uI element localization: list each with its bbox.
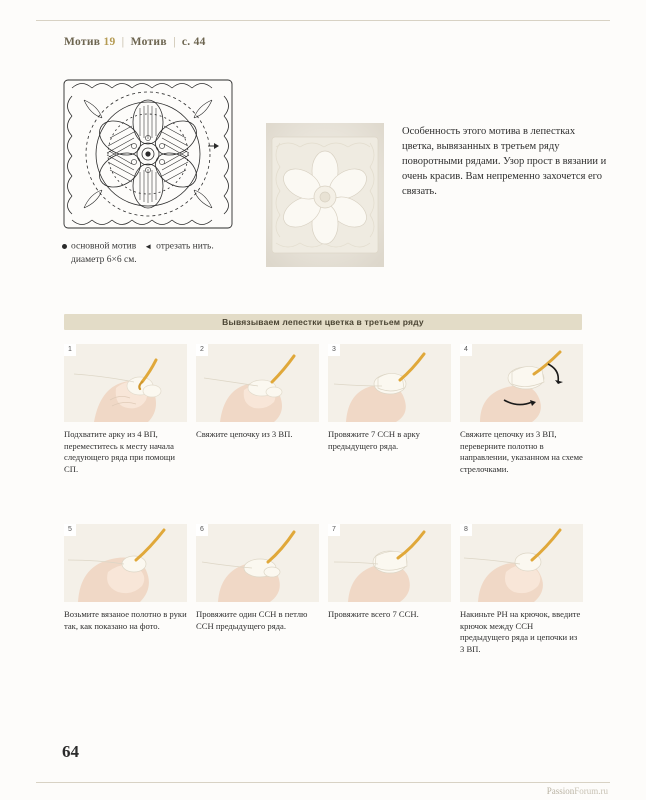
legend-row-symbols — [62, 240, 272, 254]
header-page-ref: с. 44 — [181, 36, 206, 48]
step-caption-6: Провяжите один ССН в петлю ССН предыдущего ряда. — [196, 609, 308, 631]
motif-photo — [266, 123, 384, 267]
top-divider — [36, 20, 610, 21]
step-number-4: 4 — [460, 344, 472, 356]
step-photo-svg-2 — [196, 344, 319, 422]
step-photo-svg-8 — [460, 524, 583, 602]
section-banner — [64, 314, 582, 330]
steps-row-2 — [64, 524, 582, 664]
step-photo-svg-1 — [64, 344, 187, 422]
header-separator-1: | — [121, 36, 125, 48]
legend-size-label: диаметр 6×6 см. — [71, 254, 137, 265]
bottom-divider — [36, 782, 610, 783]
step-photo-7 — [328, 524, 451, 602]
step-caption-8: Накиньте РН на крючок, введите крючок между ССН предыдущего ряда и цепочки из 3 ВП. — [460, 609, 581, 654]
step-photo-svg-4 — [460, 344, 583, 422]
step-photo-svg-5 — [64, 524, 187, 602]
watermark-part-2: Forum.ru — [574, 786, 608, 796]
step-number-3: 3 — [328, 344, 340, 356]
step-photo-3 — [328, 344, 451, 422]
motif-photo-svg — [266, 123, 384, 267]
watermark-part-1: Passion — [546, 786, 575, 796]
step-caption-2: Свяжите цепочку из 3 ВП. — [196, 429, 293, 439]
step-caption-4: Свяжите цепочку из 3 ВП, переверните полотно в направлении, указанном на схеме стрелочками. — [460, 429, 583, 474]
step-number-8: 8 — [460, 524, 472, 536]
step-item-4 — [460, 344, 583, 475]
step-photo-6 — [196, 524, 319, 602]
header-motif-word: Мотив — [64, 36, 101, 48]
step-caption-1: Подхватите арку из 4 ВП, переместитесь к месту начала следующего ряда при помощи СП. — [64, 429, 175, 474]
step-photo-5 — [64, 524, 187, 602]
header-separator-2: | — [173, 36, 176, 48]
page-header — [64, 36, 206, 48]
step-number-2: 2 — [196, 344, 208, 356]
step-number-5: 5 — [64, 524, 76, 536]
chart-legend — [62, 240, 272, 267]
step-photo-8 — [460, 524, 583, 602]
step-item-1 — [64, 344, 187, 475]
step-photo-2 — [196, 344, 319, 422]
step-number-7: 7 — [328, 524, 340, 536]
section-banner-label: Вывязываем лепестки цветка в третьем ряду — [222, 317, 424, 327]
step-item-6 — [196, 524, 319, 632]
step-photo-4 — [460, 344, 583, 422]
steps-grid — [64, 344, 582, 674]
step-photo-svg-3 — [328, 344, 451, 422]
header-motif-number: 19 — [103, 36, 116, 48]
step-item-3 — [328, 344, 451, 452]
step-item-8 — [460, 524, 583, 655]
filled-dot-icon — [62, 244, 67, 249]
watermark — [547, 786, 608, 796]
step-number-1: 1 — [64, 344, 76, 356]
legend-main-motif-label: основной мотив — [71, 241, 137, 252]
intro-paragraph: Особенность этого мотива в лепестках цветка, вывязанных в третьем ряду поворотными рядами. Узор прост в вязании и очень красив. Вам непременно захочется его связать. — [402, 126, 607, 197]
step-item-2 — [196, 344, 319, 441]
crochet-chart-schema — [58, 74, 238, 234]
step-photo-1 — [64, 344, 187, 422]
step-item-5 — [64, 524, 187, 632]
legend-cut-label: отрезать нить. — [156, 241, 214, 252]
step-caption-7: Провяжите всего 7 ССН. — [328, 609, 419, 619]
step-caption-5: Возьмите вязаное полотно в руки так, как показано на фото. — [64, 609, 187, 631]
step-photo-svg-6 — [196, 524, 319, 602]
step-photo-svg-7 — [328, 524, 451, 602]
page-number: 64 — [62, 742, 79, 761]
cut-thread-icon: ◄ — [144, 242, 153, 251]
chart-svg — [58, 74, 238, 234]
step-caption-3: Провяжите 7 ССН в арку предыдущего ряда. — [328, 429, 420, 451]
header-motif-word-2: Мотив — [130, 36, 167, 48]
step-item-7 — [328, 524, 451, 621]
step-number-6: 6 — [196, 524, 208, 536]
steps-row-1 — [64, 344, 582, 496]
